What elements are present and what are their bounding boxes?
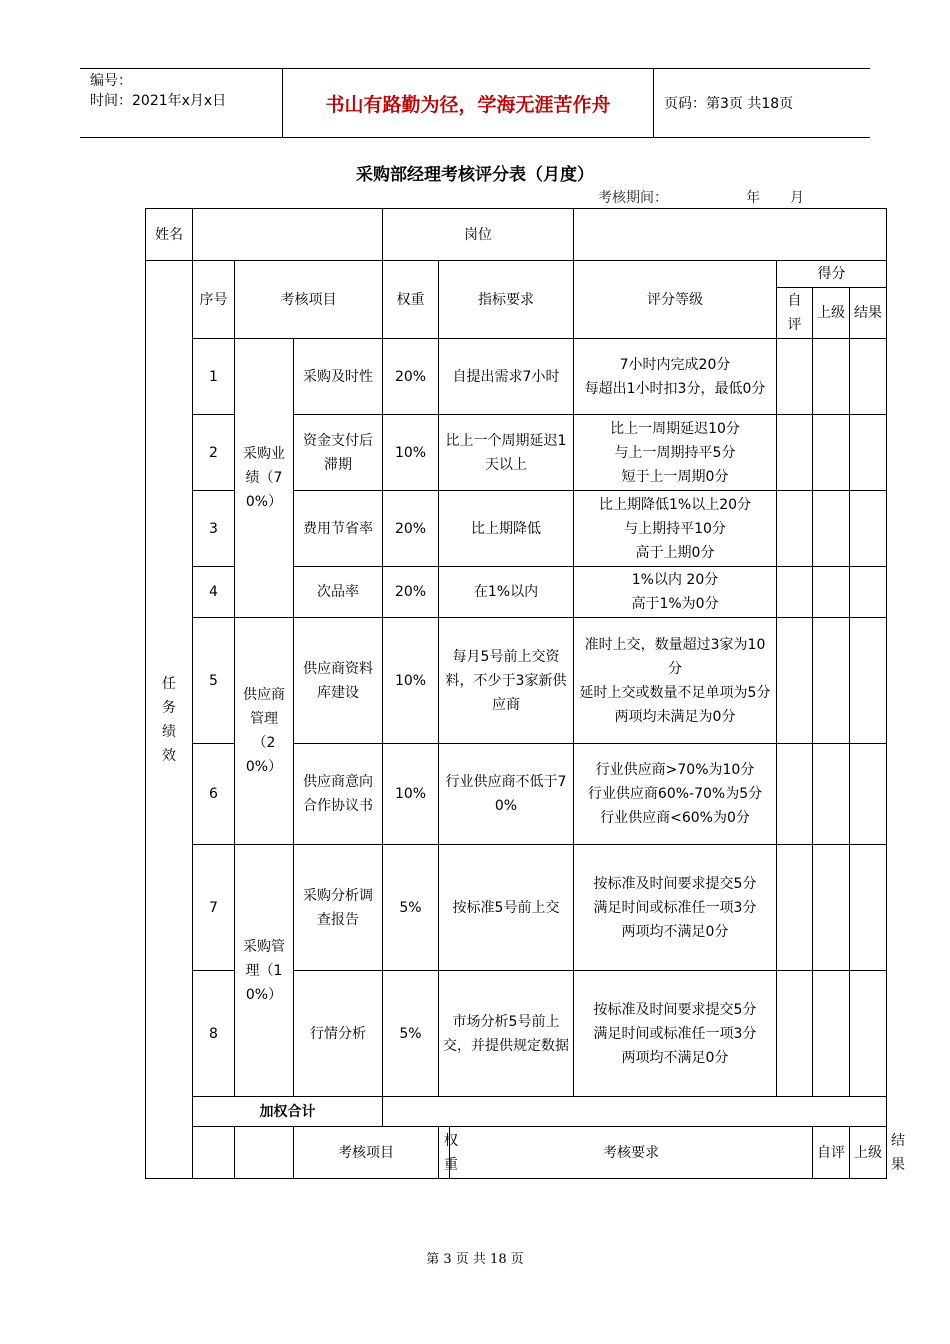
post-value[interactable]	[574, 209, 887, 261]
col-seq: 序号	[193, 261, 235, 339]
row-grade: 7小时内完成20分 每超出1小时扣3分，最低0分	[574, 339, 777, 415]
group-label: 采购管理（10%）	[235, 845, 294, 1097]
score-result[interactable]	[850, 415, 887, 491]
score-result[interactable]	[850, 618, 887, 744]
row-seq: 3	[193, 491, 235, 567]
name-row	[146, 209, 887, 261]
row-item: 采购分析调查报告	[294, 845, 383, 971]
row-item: 费用节省率	[294, 491, 383, 567]
col-weight: 权重	[383, 261, 439, 339]
row-seq: 6	[193, 744, 235, 845]
number-label: 编号：	[90, 73, 132, 89]
row-item: 采购及时性	[294, 339, 383, 415]
row-weight: 5%	[383, 845, 439, 971]
row-seq: 7	[193, 845, 235, 971]
bottom-col-item: 考核项目	[294, 1127, 439, 1179]
row-req: 比上一个周期延迟1天以上	[439, 415, 574, 491]
col-score: 得分	[777, 261, 887, 288]
row-weight: 20%	[383, 491, 439, 567]
name-label: 姓名	[146, 209, 193, 261]
row-item: 行情分析	[294, 971, 383, 1097]
weighted-total-value[interactable]	[383, 1097, 887, 1127]
score-result[interactable]	[850, 567, 887, 618]
row-seq: 5	[193, 618, 235, 744]
row-seq: 4	[193, 567, 235, 618]
row-grade: 比上一周期延迟10分 与上一周期持平5分 短于上一周期0分	[574, 415, 777, 491]
row-req: 行业供应商不低于70%	[439, 744, 574, 845]
row-weight: 10%	[383, 415, 439, 491]
row-weight: 5%	[383, 971, 439, 1097]
score-sup[interactable]	[813, 567, 850, 618]
score-self[interactable]	[777, 339, 813, 415]
page-label: 页码：第3页 共18页	[664, 96, 794, 112]
score-sup[interactable]	[813, 845, 850, 971]
score-sup[interactable]	[813, 415, 850, 491]
assessment-table	[145, 208, 906, 1179]
score-self[interactable]	[777, 845, 813, 971]
row-weight: 20%	[383, 339, 439, 415]
group-label: 供应商管理（20%）	[235, 618, 294, 845]
row-seq: 8	[193, 971, 235, 1097]
slogan: 书山有路勤为径，学海无涯苦作舟	[282, 69, 654, 137]
period-label: 考核期间：	[598, 190, 668, 206]
assessment-period	[598, 187, 804, 207]
score-sup[interactable]	[813, 744, 850, 845]
post-label: 岗位	[383, 209, 574, 261]
score-self[interactable]	[777, 491, 813, 567]
row-item: 供应商意向合作协议书	[294, 744, 383, 845]
col-req: 指标要求	[439, 261, 574, 339]
score-self[interactable]	[777, 744, 813, 845]
score-result[interactable]	[850, 339, 887, 415]
row-grade: 按标准及时间要求提交5分 满足时间或标准任一项3分 两项均不满足0分	[574, 971, 777, 1097]
row-req: 每月5号前上交资料，不少于3家新供应商	[439, 618, 574, 744]
bottom-col-req: 考核要求	[450, 1127, 813, 1179]
date-label: 时间：2021年x月x日	[90, 93, 227, 109]
col-result: 结果	[850, 288, 887, 339]
weighted-total-label: 加权合计	[193, 1097, 383, 1127]
table-row	[146, 618, 887, 744]
row-item: 资金支付后滞期	[294, 415, 383, 491]
bottom-header-row: 考核项目 权重 考核要求 自评 上级 结果	[146, 1127, 887, 1179]
score-self[interactable]	[777, 567, 813, 618]
score-result[interactable]	[850, 744, 887, 845]
weighted-total-row	[146, 1097, 887, 1127]
col-item: 考核项目	[235, 261, 383, 339]
row-weight: 10%	[383, 744, 439, 845]
page-footer: 第 3 页 共 18 页	[426, 1252, 524, 1267]
task-label: 任务绩效	[146, 261, 193, 1179]
page-title: 采购部经理考核评分表（月度）	[356, 165, 594, 185]
score-sup[interactable]	[813, 618, 850, 744]
score-result[interactable]	[850, 845, 887, 971]
period-year: 年	[746, 190, 760, 206]
bottom-col-weight: 权重	[439, 1127, 450, 1179]
row-req: 市场分析5号前上交，并提供规定数据	[439, 971, 574, 1097]
header-meta	[80, 69, 282, 137]
col-grade: 评分等级	[574, 261, 777, 339]
row-req: 比上期降低	[439, 491, 574, 567]
table-header-row	[146, 261, 887, 288]
score-sup[interactable]	[813, 491, 850, 567]
score-self[interactable]	[777, 415, 813, 491]
row-req: 自提出需求7小时	[439, 339, 574, 415]
row-grade: 1%以内 20分 高于1%为0分	[574, 567, 777, 618]
document-header	[80, 68, 870, 138]
row-req: 在1%以内	[439, 567, 574, 618]
score-sup[interactable]	[813, 339, 850, 415]
score-self[interactable]	[777, 971, 813, 1097]
score-result[interactable]	[850, 491, 887, 567]
row-item: 供应商资料库建设	[294, 618, 383, 744]
row-weight: 20%	[383, 567, 439, 618]
bottom-col-self: 自评	[813, 1127, 850, 1179]
name-value[interactable]	[193, 209, 383, 261]
score-self[interactable]	[777, 618, 813, 744]
bottom-blank-b	[235, 1127, 294, 1179]
row-grade: 按标准及时间要求提交5分 满足时间或标准任一项3分 两项均不满足0分	[574, 845, 777, 971]
group-label: 采购业绩（70%）	[235, 339, 294, 618]
score-sup[interactable]	[813, 971, 850, 1097]
period-month: 月	[790, 190, 804, 206]
row-grade: 比上期降低1%以上20分 与上期持平10分 高于上期0分	[574, 491, 777, 567]
row-req: 按标准5号前上交	[439, 845, 574, 971]
score-result[interactable]	[850, 971, 887, 1097]
bottom-blank-a	[193, 1127, 235, 1179]
row-grade: 准时上交，数量超过3家为10分 延时上交或数量不足单项为5分 两项均未满足为0分	[574, 618, 777, 744]
table-row	[146, 845, 887, 971]
row-grade: 行业供应商>70%为10分 行业供应商60%-70%为5分 行业供应商<60%为0分	[574, 744, 777, 845]
row-weight: 10%	[383, 618, 439, 744]
table-row	[146, 339, 887, 415]
bottom-col-sup: 上级	[850, 1127, 887, 1179]
row-item: 次品率	[294, 567, 383, 618]
row-seq: 2	[193, 415, 235, 491]
row-seq: 1	[193, 339, 235, 415]
col-sup: 上级	[813, 288, 850, 339]
col-self: 自评	[777, 288, 813, 339]
